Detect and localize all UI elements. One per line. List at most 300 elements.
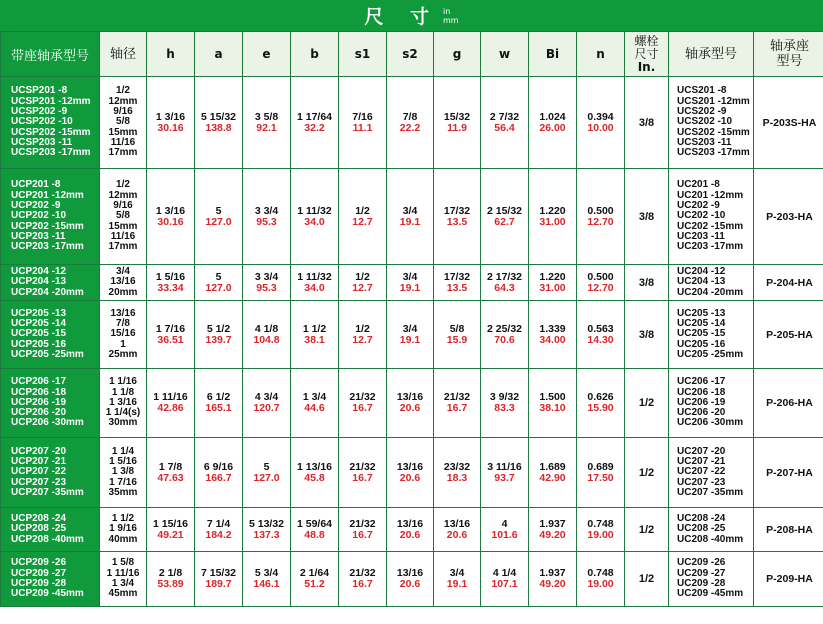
dim-w-mm: 83.3 <box>494 402 515 414</box>
dim-s2-inch: 3/4 <box>402 270 418 283</box>
dim-n-inch: 0.500 <box>587 204 614 217</box>
dim-s1-mm: 12.7 <box>352 333 373 346</box>
dim-w-inch: 2 25/32 <box>486 322 523 335</box>
model-number: UCP209 -28 <box>11 578 67 589</box>
dim-n-mm: 12.70 <box>587 215 614 228</box>
dim-s1-inch: 21/32 <box>349 391 376 403</box>
dim-bi-inch: 1.339 <box>539 322 566 335</box>
dim-g-mm: 11.9 <box>447 121 467 134</box>
dim-n-mm: 17.50 <box>587 471 614 484</box>
dim-b-cell <box>291 552 339 607</box>
bearing-number: UC204 -13 <box>677 276 726 288</box>
dim-s2-inch: 13/16 <box>396 460 424 473</box>
dimension-title-bar <box>0 0 823 31</box>
dim-s2-inch: 3/4 <box>402 204 418 217</box>
unit-inch: in <box>443 6 451 16</box>
model-number: UCSP201 -12mm <box>11 95 91 107</box>
shaft-diameter: 1 11/16 <box>106 567 140 579</box>
dim-b-inch: 1 17/64 <box>296 110 333 123</box>
bearing-cell <box>669 77 754 169</box>
shaft-diameter: 25mm <box>108 348 138 360</box>
dim-w-cell <box>481 369 529 438</box>
dim-w-cell <box>481 438 529 508</box>
model-number: UCP206 -18 <box>11 386 67 398</box>
model-cell <box>1 438 100 508</box>
dim-b-mm: 38.1 <box>304 333 325 346</box>
dim-s2-mm: 19.1 <box>399 333 421 346</box>
model-number: UCP206 -20 <box>11 407 67 419</box>
shaft-diameter: 1 1/2 <box>111 513 135 525</box>
dim-a-inch: 7 15/32 <box>200 567 237 579</box>
model-cell <box>1 301 100 369</box>
dim-n-cell <box>577 265 625 301</box>
table-row <box>1 438 823 508</box>
header-n: n <box>577 32 625 77</box>
bearing-number: UC203 -11 <box>677 230 725 242</box>
shaft-diameter: 40mm <box>108 533 138 545</box>
model-number: UCP204 -12 <box>11 266 67 278</box>
header-model: 带座轴承型号 <box>1 32 100 77</box>
dim-b-mm: 48.8 <box>304 528 325 541</box>
dim-n-mm: 14.30 <box>587 333 614 346</box>
model-number: UCSP201 -8 <box>11 85 68 97</box>
bolt-size-cell: 3/8 <box>625 77 669 169</box>
shaft-diameter: 9/16 <box>113 106 133 118</box>
dim-w-cell <box>481 301 529 369</box>
shaft-diameter: 1 1/4(s) <box>105 407 141 419</box>
dim-e-mm: 92.1 <box>256 121 277 134</box>
shaft-diameter: 15/16 <box>110 328 136 340</box>
shaft-diameter: 5/8 <box>116 210 130 222</box>
bearing-number: UCS202 -15mm <box>677 126 750 138</box>
dim-a-cell <box>195 77 243 169</box>
dim-a-mm: 189.7 <box>205 578 232 590</box>
model-number: UCSP203 -17mm <box>11 147 91 159</box>
dim-s2-cell <box>387 508 434 552</box>
bearing-number: UC204 -20mm <box>677 286 744 298</box>
dim-s2-mm: 19.1 <box>399 215 421 228</box>
dim-s1-mm: 16.7 <box>352 402 373 414</box>
dim-h-inch: 1 7/8 <box>158 460 183 473</box>
bearing-number: UC209 -45mm <box>677 588 744 600</box>
header-bolt-line1: 螺栓 <box>634 33 659 48</box>
bearing-number: UC202 -10 <box>677 210 726 222</box>
model-number: UCP201 -8 <box>11 179 61 191</box>
dim-e-mm: 137.3 <box>253 528 280 541</box>
dim-n-cell <box>577 552 625 607</box>
model-number: UCSP202 -15mm <box>11 126 91 138</box>
dim-s2-inch: 13/16 <box>396 567 424 579</box>
dim-bi-inch: 1.500 <box>539 391 566 403</box>
header-e: e <box>243 32 291 77</box>
dim-a-inch: 5 <box>215 270 222 283</box>
dim-bi-cell <box>529 301 577 369</box>
shaft-diameter: 20mm <box>108 286 138 298</box>
dim-a-mm: 138.8 <box>205 121 232 134</box>
header-row <box>1 32 823 77</box>
dim-w-mm: 93.7 <box>494 471 515 484</box>
model-number: UCP201 -12mm <box>11 189 84 201</box>
dim-g-mm: 13.5 <box>446 215 468 228</box>
model-number: UCP204 -20mm <box>11 286 84 298</box>
model-number: UCP202 -10 <box>11 210 67 222</box>
dim-bi-cell <box>529 508 577 552</box>
bearing-number: UC207 -22 <box>677 466 726 478</box>
bearing-number: UC201 -8 <box>677 179 720 191</box>
dim-h-cell <box>147 265 195 301</box>
shaft-diameter: 5/8 <box>116 116 130 128</box>
dim-e-cell <box>243 169 291 265</box>
dim-g-mm: 19.1 <box>446 578 468 590</box>
dim-b-cell <box>291 77 339 169</box>
dim-g-inch: 13/16 <box>443 517 471 530</box>
bolt-size-cell: 1/2 <box>625 369 669 438</box>
dim-w-mm: 64.3 <box>494 281 515 294</box>
dim-e-mm: 120.7 <box>253 402 280 414</box>
dim-g-inch: 21/32 <box>443 391 471 403</box>
dim-s2-cell <box>387 301 434 369</box>
housing-cell: P-203-HA <box>754 169 823 265</box>
dim-b-inch: 2 1/64 <box>299 567 330 579</box>
dim-b-cell <box>291 265 339 301</box>
dim-bi-inch: 1.220 <box>539 204 566 217</box>
shaft-diameter: 1/2 <box>116 179 130 191</box>
dim-g-mm: 16.7 <box>446 402 468 414</box>
table-row <box>1 508 823 552</box>
dim-h-inch: 1 7/16 <box>155 322 186 335</box>
dim-s1-inch: 1/2 <box>355 322 370 335</box>
bearing-number: UC205 -13 <box>677 307 726 319</box>
model-number: UCP208 -24 <box>11 513 67 525</box>
shaft-diameter: 1 <box>120 338 126 350</box>
model-number: UCP207 -20 <box>11 445 67 457</box>
dim-n-inch: 0.689 <box>587 460 614 473</box>
header-b: b <box>291 32 339 77</box>
bearing-cell <box>669 508 754 552</box>
dim-s1-mm: 12.7 <box>352 281 373 294</box>
dim-a-mm: 184.2 <box>205 528 232 541</box>
housing-cell: P-207-HA <box>754 438 823 508</box>
dim-n-inch: 0.626 <box>587 391 614 403</box>
bearing-number: UCS201 -12mm <box>677 95 750 107</box>
shaft-diameter: 1/2 <box>116 85 130 97</box>
model-number: UCP205 -15 <box>11 328 67 340</box>
dim-a-inch: 6 9/16 <box>203 460 234 473</box>
dim-b-mm: 45.8 <box>304 471 325 484</box>
dim-a-mm: 127.0 <box>205 215 232 228</box>
dim-bi-mm: 31.00 <box>539 281 566 294</box>
dim-a-mm: 127.0 <box>205 281 232 294</box>
dim-e-mm: 95.3 <box>256 281 277 294</box>
dim-s1-inch: 21/32 <box>349 517 376 530</box>
housing-cell: P-204-HA <box>754 265 823 301</box>
dim-n-mm: 12.70 <box>587 281 614 294</box>
housing-cell: P-206-HA <box>754 369 823 438</box>
dim-a-inch: 5 15/32 <box>200 110 237 123</box>
bearing-number: UC205 -16 <box>677 338 726 350</box>
dim-e-inch: 3 5/8 <box>254 110 279 123</box>
header-bearing: 轴承型号 <box>669 32 754 77</box>
shaft-cell <box>100 265 147 301</box>
shaft-diameter: 17mm <box>108 147 138 159</box>
dim-w-inch: 3 11/16 <box>487 460 522 473</box>
shaft-cell <box>100 77 147 169</box>
dim-e-cell <box>243 301 291 369</box>
dim-s2-cell <box>387 369 434 438</box>
dim-b-inch: 1 13/16 <box>296 460 333 473</box>
dim-w-mm: 107.1 <box>491 578 518 590</box>
shaft-diameter: 12mm <box>108 189 138 201</box>
dim-h-cell <box>147 438 195 508</box>
bolt-size-cell: 1/2 <box>625 438 669 508</box>
dim-s2-mm: 22.2 <box>399 121 421 134</box>
table-body <box>1 77 823 607</box>
dim-e-inch: 3 3/4 <box>254 270 279 283</box>
dim-g-inch: 23/32 <box>443 460 471 473</box>
table-row <box>1 301 823 369</box>
shaft-diameter: 15mm <box>108 126 138 138</box>
shaft-diameter: 3/4 <box>116 266 130 278</box>
dim-e-cell <box>243 265 291 301</box>
model-number: UCP208 -40mm <box>11 533 84 545</box>
dim-b-mm: 32.2 <box>304 121 325 134</box>
dim-g-inch: 17/32 <box>443 270 471 283</box>
shaft-diameter: 1 1/16 <box>109 376 137 388</box>
dim-n-mm: 10.00 <box>587 121 614 134</box>
dim-n-inch: 0.500 <box>587 270 614 283</box>
housing-cell: P-203S-HA <box>754 77 823 169</box>
dim-bi-inch: 1.024 <box>539 110 566 123</box>
dim-e-inch: 4 3/4 <box>254 391 279 403</box>
dim-s1-mm: 16.7 <box>352 578 373 590</box>
unit-legend <box>443 7 459 25</box>
bearing-cell <box>669 169 754 265</box>
model-cell <box>1 265 100 301</box>
dim-e-cell <box>243 369 291 438</box>
bearing-cell <box>669 301 754 369</box>
dim-a-inch: 5 1/2 <box>206 322 231 335</box>
dim-h-mm: 36.51 <box>157 333 184 346</box>
dim-e-inch: 3 3/4 <box>254 204 279 217</box>
dim-bi-mm: 38.10 <box>539 402 566 414</box>
dim-e-cell <box>243 77 291 169</box>
bearing-number: UC209 -27 <box>677 567 726 579</box>
dim-g-mm: 20.6 <box>446 528 468 541</box>
bearing-number: UC202 -15mm <box>677 220 744 232</box>
model-number: UCP205 -16 <box>11 338 67 350</box>
bearing-number: UCS202 -10 <box>677 116 733 128</box>
dim-w-mm: 56.4 <box>494 121 515 134</box>
dim-w-inch: 2 7/32 <box>489 110 520 123</box>
dim-s2-cell <box>387 438 434 508</box>
dim-b-mm: 44.6 <box>304 402 325 414</box>
dim-b-cell <box>291 438 339 508</box>
shaft-cell <box>100 552 147 607</box>
bearing-number: UC206 -30mm <box>677 417 744 429</box>
dim-h-inch: 1 15/16 <box>152 517 189 530</box>
dim-w-mm: 70.6 <box>494 333 515 346</box>
dim-s1-mm: 12.7 <box>352 215 373 228</box>
bearing-number: UC208 -24 <box>677 513 726 525</box>
dim-a-mm: 165.1 <box>205 402 232 414</box>
dim-s2-inch: 13/16 <box>396 391 424 403</box>
dim-n-cell <box>577 77 625 169</box>
bearing-number: UCS203 -17mm <box>677 147 750 159</box>
dim-bi-mm: 31.00 <box>539 215 566 228</box>
model-number: UCP205 -14 <box>11 318 67 330</box>
dim-a-cell <box>195 369 243 438</box>
dim-s1-cell <box>339 77 387 169</box>
header-s1: s1 <box>339 32 387 77</box>
dim-w-inch: 4 1/4 <box>492 567 517 579</box>
dim-g-cell <box>434 77 481 169</box>
shaft-diameter: 13/16 <box>110 307 136 319</box>
table-row <box>1 552 823 607</box>
table-row <box>1 169 823 265</box>
dim-h-inch: 1 3/16 <box>155 110 186 123</box>
model-cell <box>1 369 100 438</box>
model-number: UCP203 -11 <box>11 230 66 242</box>
dim-b-inch: 1 1/2 <box>302 322 327 335</box>
dim-g-cell <box>434 169 481 265</box>
dim-bi-cell <box>529 265 577 301</box>
dim-s2-inch: 3/4 <box>402 322 418 335</box>
dim-h-cell <box>147 301 195 369</box>
bearing-number: UC203 -17mm <box>677 241 744 253</box>
dim-h-mm: 42.86 <box>157 402 184 414</box>
dim-g-cell <box>434 369 481 438</box>
dim-bi-cell <box>529 552 577 607</box>
dim-b-cell <box>291 169 339 265</box>
model-number: UCP205 -25mm <box>11 348 84 360</box>
dim-bi-cell <box>529 369 577 438</box>
dim-b-mm: 51.2 <box>304 578 325 590</box>
dim-n-inch: 0.748 <box>587 517 614 530</box>
dim-b-inch: 1 3/4 <box>302 391 327 403</box>
dim-h-inch: 1 5/16 <box>155 270 186 283</box>
dim-n-mm: 19.00 <box>587 578 614 590</box>
shaft-diameter: 1 9/16 <box>109 523 137 535</box>
dim-h-cell <box>147 169 195 265</box>
dim-bi-inch: 1.937 <box>539 567 566 579</box>
shaft-diameter: 12mm <box>108 95 138 107</box>
model-cell <box>1 508 100 552</box>
bearing-number: UC201 -12mm <box>677 189 744 201</box>
dim-a-cell <box>195 552 243 607</box>
header-shaft: 轴径 <box>100 32 147 77</box>
model-number: UCP206 -19 <box>11 396 67 408</box>
shaft-diameter: 35mm <box>108 486 138 498</box>
dim-b-cell <box>291 301 339 369</box>
bearing-number: UC206 -20 <box>677 407 726 419</box>
shaft-cell <box>100 169 147 265</box>
dim-h-inch: 2 1/8 <box>158 567 183 579</box>
housing-cell: P-205-HA <box>754 301 823 369</box>
bearing-number: UC209 -28 <box>677 578 726 589</box>
model-number: UCP205 -13 <box>11 307 67 319</box>
shaft-diameter: 17mm <box>108 241 138 253</box>
bearing-number: UC207 -20 <box>677 445 726 457</box>
dim-e-cell <box>243 552 291 607</box>
bearing-number: UC206 -17 <box>677 376 726 388</box>
dim-g-mm: 15.9 <box>446 333 468 346</box>
bearing-number: UC205 -15 <box>677 328 726 340</box>
header-a: a <box>195 32 243 77</box>
dim-bi-inch: 1.689 <box>539 460 566 473</box>
dim-s1-cell <box>339 508 387 552</box>
shaft-diameter: 15mm <box>108 220 138 232</box>
dim-s2-inch: 13/16 <box>396 517 424 530</box>
dim-b-inch: 1 11/32 <box>297 204 332 217</box>
bearing-cell <box>669 265 754 301</box>
bearing-number: UC205 -14 <box>677 318 726 330</box>
dim-e-mm: 104.8 <box>253 333 280 346</box>
dim-w-cell <box>481 552 529 607</box>
dim-h-cell <box>147 369 195 438</box>
header-w: w <box>481 32 529 77</box>
dim-h-mm: 33.34 <box>157 281 184 294</box>
header-housing <box>754 32 823 77</box>
dim-n-cell <box>577 369 625 438</box>
dim-h-mm: 49.21 <box>157 528 184 541</box>
shaft-diameter: 30mm <box>108 417 138 429</box>
dim-b-cell <box>291 508 339 552</box>
header-bi: Bi <box>529 32 577 77</box>
dim-s2-cell <box>387 169 434 265</box>
dim-a-cell <box>195 508 243 552</box>
shaft-diameter: 11/16 <box>110 136 136 148</box>
dim-w-cell <box>481 265 529 301</box>
table-row <box>1 265 823 301</box>
model-number: UCSP203 -11 <box>11 136 73 148</box>
dim-e-inch: 4 1/8 <box>254 322 279 335</box>
dim-n-cell <box>577 438 625 508</box>
dim-s1-mm: 16.7 <box>352 528 373 541</box>
dim-e-mm: 127.0 <box>253 471 280 484</box>
dim-g-inch: 5/8 <box>449 322 465 335</box>
dim-h-mm: 30.16 <box>157 121 184 134</box>
unit-mm: mm <box>443 15 459 25</box>
dim-s1-cell <box>339 438 387 508</box>
dim-n-inch: 0.748 <box>587 567 614 579</box>
bearing-number: UC208 -40mm <box>677 533 744 545</box>
dim-e-cell <box>243 438 291 508</box>
dim-g-inch: 17/32 <box>443 204 471 217</box>
dim-w-inch: 3 9/32 <box>489 391 520 403</box>
dim-bi-cell <box>529 77 577 169</box>
shaft-diameter: 1 1/8 <box>111 386 135 398</box>
bearing-number: UC206 -19 <box>677 396 726 408</box>
bolt-size-cell: 1/2 <box>625 508 669 552</box>
shaft-diameter: 9/16 <box>113 200 133 212</box>
dim-s2-inch: 7/8 <box>402 110 418 123</box>
model-number: UCSP202 -9 <box>11 106 68 118</box>
dim-e-inch: 5 <box>263 460 270 473</box>
dim-s2-mm: 19.1 <box>399 281 421 294</box>
dim-g-inch: 3/4 <box>449 567 465 579</box>
dim-s1-cell <box>339 369 387 438</box>
dim-a-cell <box>195 169 243 265</box>
dim-e-mm: 146.1 <box>253 578 280 590</box>
dim-h-inch: 1 3/16 <box>155 204 186 217</box>
model-number: UCP207 -35mm <box>11 486 84 498</box>
model-number: UCP203 -17mm <box>11 241 84 253</box>
dim-w-cell <box>481 169 529 265</box>
header-g: g <box>434 32 481 77</box>
bearing-number: UC207 -35mm <box>677 486 744 498</box>
dim-n-inch: 0.394 <box>587 110 614 123</box>
dim-g-cell <box>434 552 481 607</box>
